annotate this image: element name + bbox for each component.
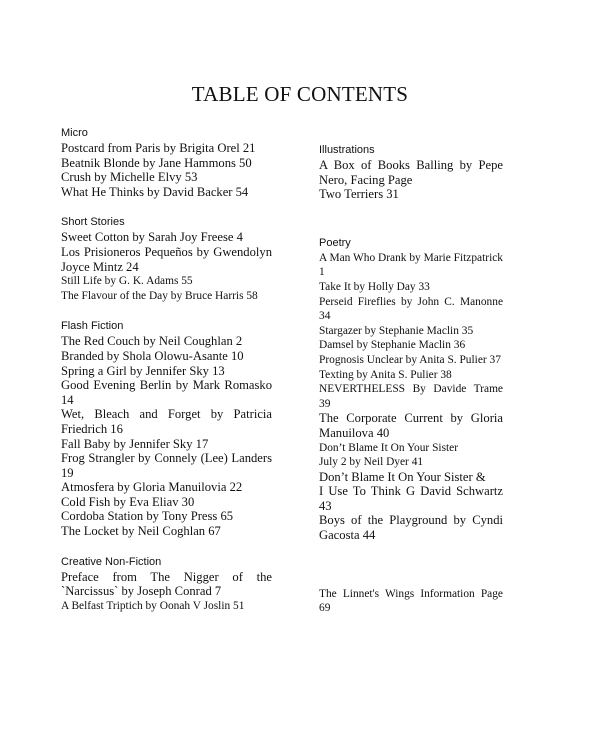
section-heading: Creative Non-Fiction <box>61 555 162 568</box>
toc-entry: The Corporate Current by Gloria Manuilova 40 <box>319 411 503 440</box>
toc-entry: Atmosfera by Gloria Manuilovia 22 <box>61 480 243 495</box>
toc-entry: Crush by Michelle Elvy 53 <box>61 170 198 185</box>
toc-entry: Take It by Holly Day 33 <box>319 280 430 293</box>
toc-entry: Two Terriers 31 <box>319 187 399 202</box>
toc-entry: What He Thinks by David Backer 54 <box>61 184 249 199</box>
toc-entry: NEVERTHELESS By Davide Trame 39 <box>319 383 503 410</box>
section-heading: Short Stories <box>61 216 125 229</box>
toc-entry: Sweet Cotton by Sarah Joy Freese 4 <box>61 230 243 245</box>
section-heading: Flash Fiction <box>61 320 124 333</box>
section-poetry <box>319 236 503 543</box>
entry-list <box>61 334 272 538</box>
toc-entry: Good Evening Berlin by Mark Romasko 14 <box>61 378 272 407</box>
section-heading: Poetry <box>319 236 351 249</box>
entry-list <box>319 158 503 202</box>
toc-entry: The Flavour of the Day by Bruce Harris 58 <box>61 289 258 302</box>
section-info-page <box>319 587 503 616</box>
section-gap <box>319 202 503 236</box>
toc-entry: Texting by Anita S. Pulier 38 <box>319 368 452 381</box>
toc-entry: A Belfast Triptich by Oonah V Joslin 51 <box>61 599 245 612</box>
toc-entry: Los Prisioneros Pequeños by Gwendolyn Joyce Mintz 24 <box>61 244 272 274</box>
entry-list <box>61 141 272 199</box>
left-column <box>61 126 272 613</box>
section-gap <box>61 303 272 319</box>
section-gap <box>61 199 272 215</box>
toc-entry: Preface from The Nigger of the `Narcissus` by Joseph Conrad 7 <box>61 569 272 599</box>
section-flash-fiction <box>61 319 272 538</box>
toc-entry: A Man Who Drank by Marie Fitzpatrick 1 <box>319 251 503 279</box>
page-title: TABLE OF CONTENTS <box>191 82 409 106</box>
toc-entry: Don’t Blame It On Your Sister <box>319 441 459 454</box>
toc-entry: Cold Fish by Eva Eliav 30 <box>61 494 195 509</box>
toc-entry: Beatnik Blonde by Jane Hammons 50 <box>61 155 252 170</box>
section-illustrations <box>319 143 503 202</box>
toc-entry: Spring a Girl by Jennifer Sky 13 <box>61 363 225 378</box>
section-gap <box>61 539 272 555</box>
toc-entry: Still Life by G. K. Adams 55 <box>61 275 193 288</box>
toc-entry: Wet, Bleach and Forget by Patricia Friedrich 16 <box>61 407 272 436</box>
toc-entry: The Red Couch by Neil Coughlan 2 <box>61 334 243 349</box>
entry-list <box>61 570 272 614</box>
toc-entry: Branded by Shola Olowu-Asante 10 <box>61 348 244 363</box>
toc-entry: A Box of Books Balling by Pepe Nero, Facing Page <box>319 158 503 187</box>
section-short-stories <box>61 215 272 303</box>
toc-entry: Cordoba Station by Tony Press 65 <box>61 509 234 524</box>
entry-list <box>319 251 503 543</box>
section-creative-non-fiction <box>61 555 272 614</box>
toc-entry: The Locket by Neil Coghlan 67 <box>61 524 221 539</box>
entry-list <box>319 587 503 616</box>
toc-entry: Boys of the Playground by Cyndi Gacosta 44 <box>319 513 503 543</box>
toc-entry: Damsel by Stephanie Maclin 36 <box>319 339 466 352</box>
section-micro <box>61 126 272 199</box>
toc-entry: Postcard from Paris by Brigita Orel 21 <box>61 141 256 155</box>
toc-entry: Perseid Fireflies by John C. Manonne 34 <box>319 295 503 323</box>
toc-entry: Frog Strangler by Connely (Lee) Landers 19 <box>61 451 272 480</box>
entry-list <box>61 230 272 303</box>
section-gap <box>319 543 503 587</box>
toc-entry: The Linnet's Wings Information Page 69 <box>319 587 503 615</box>
toc-entry: Stargazer by Stephanie Maclin 35 <box>319 324 474 337</box>
toc-entry: Fall Baby by Jennifer Sky 17 <box>61 436 209 451</box>
toc-entry: July 2 by Neil Dyer 41 <box>319 456 424 469</box>
section-heading: Micro <box>61 127 88 139</box>
toc-entry: Prognosis Unclear by Anita S. Pulier 37 <box>319 353 501 366</box>
section-heading: Illustrations <box>319 144 375 156</box>
right-column <box>319 143 503 616</box>
toc-entry: I Use To Think G David Schwartz 43 <box>319 484 503 513</box>
toc-entry: Don’t Blame It On Your Sister & <box>319 469 486 484</box>
